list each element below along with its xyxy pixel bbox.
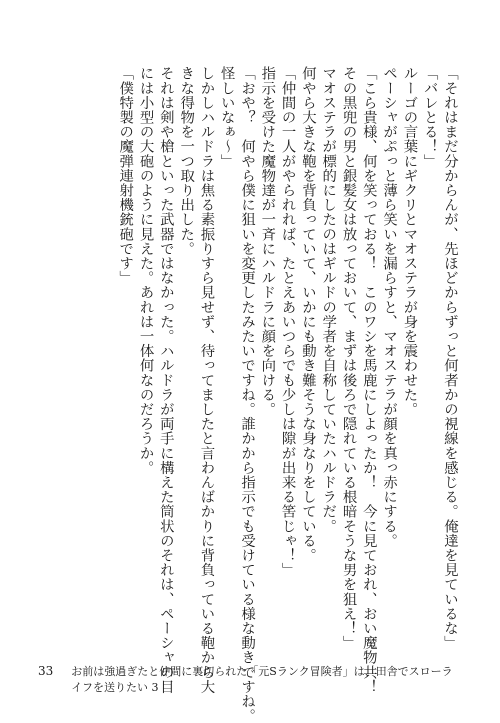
book-title: お前は強過ぎたと仲間に裏切られた「元Sランク冒険者」は、田舎でスローライフを送りたい 3 [71,665,453,694]
page-number: 33 [38,664,54,678]
text-line: 「僕特製の魔弾連射機銃砲です」 [117,66,134,285]
text-line: 「こら貴様、何を笑っておる！ このワシを馬鹿にしよったか！ 今に見ておれ、おい魔物共！ [360,66,377,694]
text-line: 何やら大きな鞄を背負っていて、いかにも動き難そうな身なりをしている。 [299,66,316,563]
text-line: その黒兜の男と銀髪女は放っておいて、まずは後ろで隠れている根暗そうな男を狙え！」 [340,66,357,650]
text-line: 「それはまだ分からんが、先ほどからずっと何者かの視線を感じる。俺達を見ているな」 [442,66,458,650]
text-line: 怪しいなぁ～」 [218,66,235,169]
text-line: 「仲間の一人がやられれば、たとえあいつらでも少しは隙が出来る筈じゃ！」 [279,66,296,577]
text-line: 「バレとる！」 [421,66,438,169]
text-line: ルーゴの言葉にギクリとマオステラが身を震わせた。 [401,66,418,417]
text-line: きな得物を一つ取り出した。 [178,66,195,256]
text-line: マオステラが標的にしたのはギルドの学者を自称していたハルドラだ。 [320,66,337,534]
text-line: 指示を受けた魔物達が一斉にハルドラに顔を向ける。 [259,66,276,417]
text-line: には小型の大砲のように見えた。あれは一体何なのだろうか。 [137,66,154,475]
text-line: ペーシャがぷっと薄ら笑いを漏らすと、マオステラが顔を真っ赤にする。 [381,66,398,548]
page-footer [38,663,460,695]
text-line: 「おや？ 何やら僕に狙いを変更したみたいですね。誰かから指示でも受けている様な動きですね。 [239,66,256,723]
text-line: しかしハルドラは焦る素振りすら見せず、待ってましたと言わんばかりに背負っている鞄から大 [198,66,215,694]
text-line: それは剣や槍といった武器ではなかった。ハルドラが両手に構えた筒状のそれは、ペーシャの目 [157,66,174,694]
